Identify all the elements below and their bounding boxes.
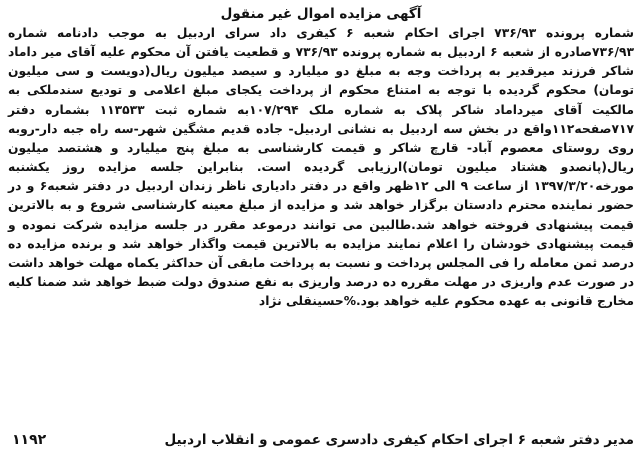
notice-footer	[8, 430, 634, 450]
notice-body: شماره پرونده ۷۳۶/۹۳ اجرای احکام شعبه ۶ کیفری داد سرای اردبیل به موجب دادنامه شماره ۷۳۶/۹۳صادره از شعبه ۶ اردبیل به شماره پرونده ۷۳۶/۹۳ و قطعیت یافتن آن محکوم علیه آقای میر داماد شاکر فرزند میرقدیر به پرداخت وجه به مبلغ دو میلیارد و سیصد میلیون ریال(دویست و سی میلیون تومان) محکوم گردیده با توجه به امتناع محکوم از پرداخت یکجای مبلغ اعلامی و تودیع سندملکی به مالکیت آقای میرداماد شاکر پلاک به شماره ملک ۱۰۷/۲۹۴به شماره ثبت ۱۱۳۵۳۳ بشماره دفتر ۷۱۷صفحه۱۱۲واقع در بخش سه اردبیل به نشانی اردبیل- جاده قدیم مشگین شهر-سه راه جبه دار-روبه روی روستای معصوم آباد- قارچ شاکر و قیمت کارشناسی به مبلغ پنج میلیارد و هشتصد میلیون ریال(پانصدو هشتاد میلیون تومان)ارزیابی گردیده است. بنابراین جلسه مزایده روز یکشنبه مورخه۱۳۹۷/۳/۲۰ از ساعت ۹ الی ۱۲ظهر واقع در دفتر دادیاری ناظر زندان اردبیل در دفتر شعبه۶ و در حضور نماینده محترم دادستان برگزار خواهد شد و مزایده از مبلغ معینه کارشناسی شروع و به بالاترین قیمت پیشنهادی فروخته خواهد شد.طالبین می توانند درموعد مقرر در جلسه مزایده شرکت نموده و قیمت پیشنهادی خودشان را اعلام نمایند مزایده به بالاترین قیمت واگذار خواهد شد و برنده مزایده ده درصد ثمن معامله را فی المجلس پرداخت و نسبت به پرداخت مابقی آن حداکثر یکماه مهلت خواهد داشت در صورت عدم واریزی در مهلت مقرره ده درصد واریزی به نفع صندوق دولت ضبط خواهد شد ضمنا کلیه مخارج قانونی به عهده محکوم علیه خواهد بود.%حسینقلی نژاد	[8, 26, 634, 309]
signature-line: مدیر دفتر شعبه ۶ اجرای احکام کیفری دادسری عمومی و انقلاب اردبیل	[164, 432, 634, 448]
notice-title: آگهی مزایده اموال غیر منقول	[220, 6, 422, 22]
notice-code: ۱۱۹۲	[12, 432, 47, 448]
